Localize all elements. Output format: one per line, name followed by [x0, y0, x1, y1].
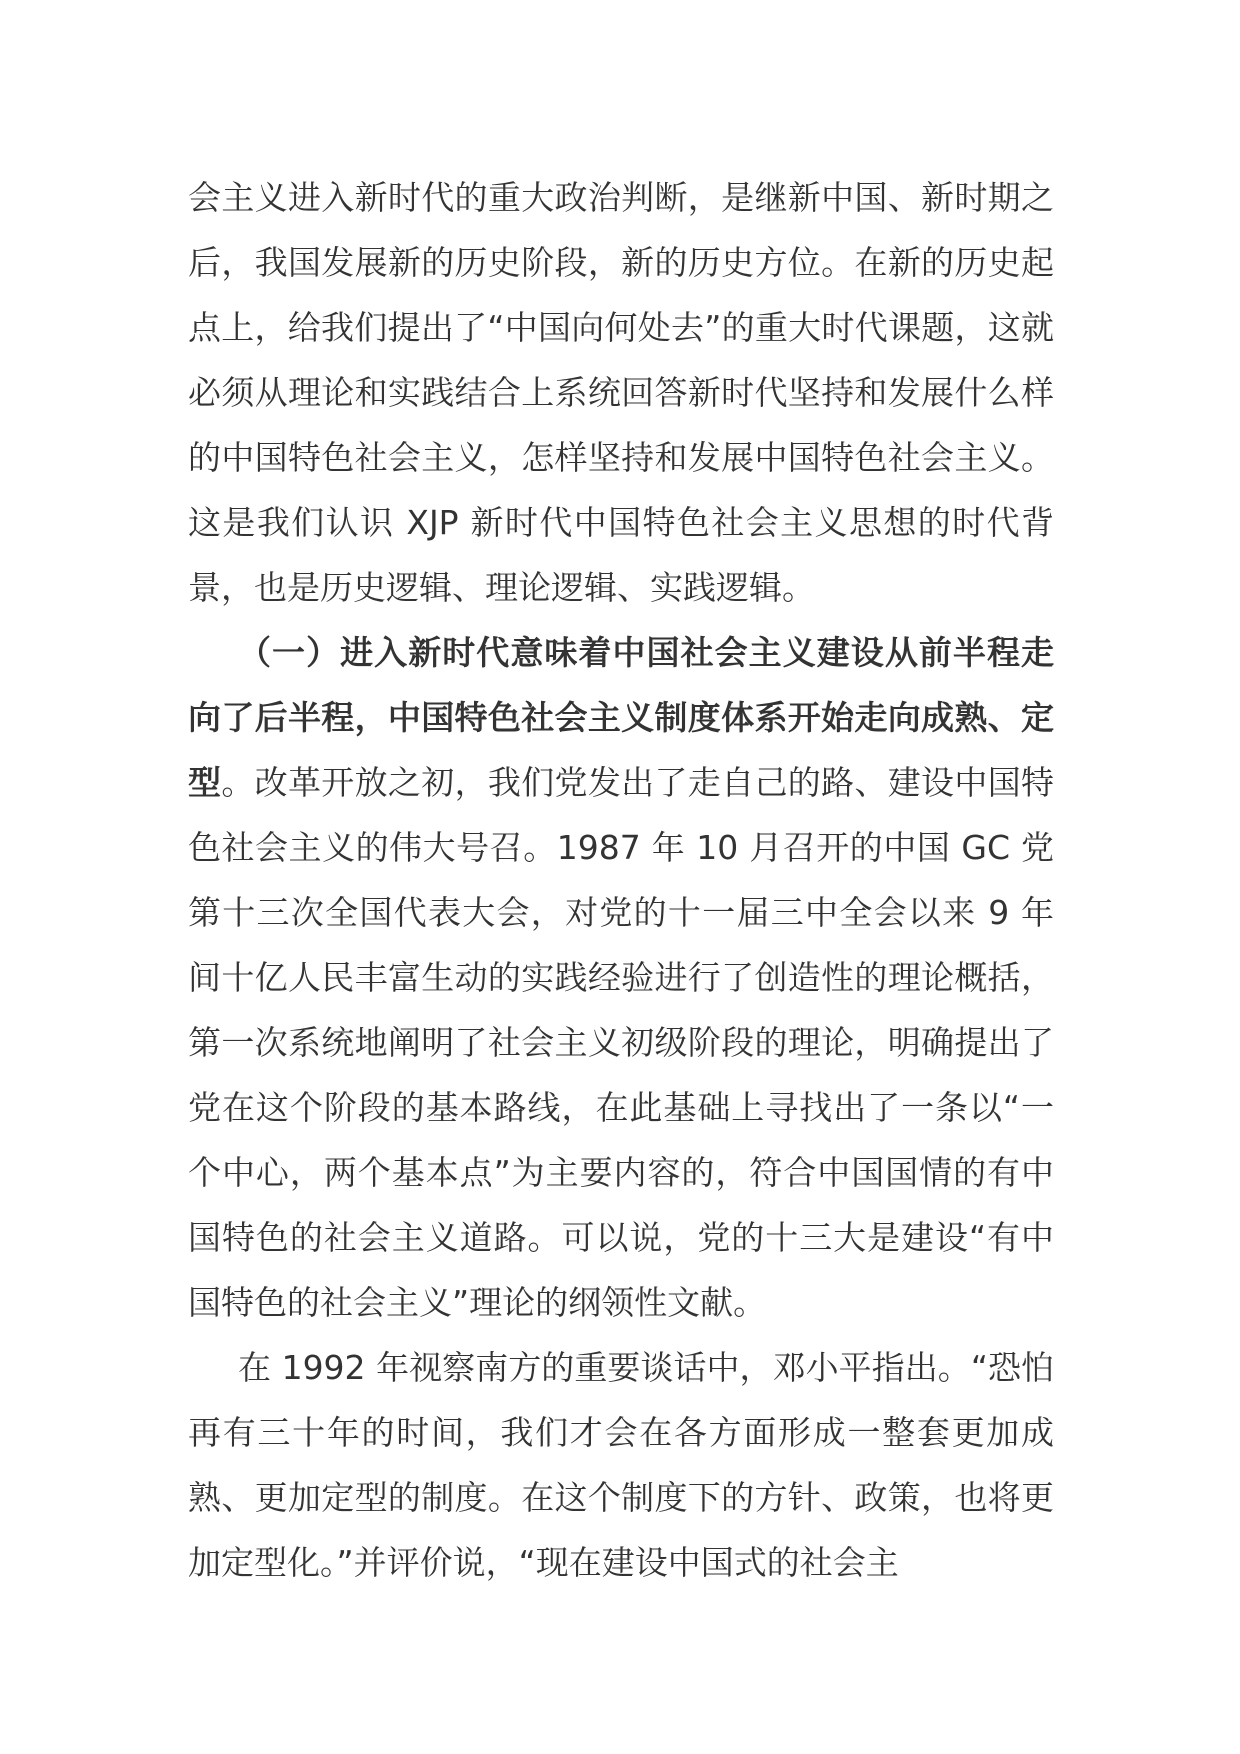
paragraph-section-one: [188, 620, 1054, 1335]
paragraph-deng-quote: 在 1992 年视察南方的重要谈话中，邓小平指出。“恐怕再有三十年的时间，我们才会在各方面形成一整套更加成熟、更加定型的制度。在这个制度下的方针、政策，也将更加定型化。”并评价说，“现在建设中国式的社会主: [188, 1348, 1054, 1582]
document-page: [188, 165, 1054, 1595]
section-body: 。改革开放之初，我们党发出了走自己的路、建设中国特色社会主义的伟大号召。1987 年 10 月召开的中国 GC 党第十三次全国代表大会，对党的十一届三中全会以来 9 年间十亿人民丰富生动的实践经验进行了创造性的理论概括，第一次系统地阐明了社会主义初级阶段的理论，明确提出了党在这个阶段的基本路线，在此基础上寻找出了一条以“一个中心，两个基本点”为主要内容的，符合中国国情的有中国特色的社会主义道路。可以说，党的十三大是建设“有中国特色的社会主义”理论的纲领性文献。: [188, 763, 1055, 1322]
paragraph-continued: 会主义进入新时代的重大政治判断，是继新中国、新时期之后，我国发展新的历史阶段，新的历史方位。在新的历史起点上，给我们提出了“中国向何处去”的重大时代课题，这就必须从理论和实践结合上系统回答新时代坚持和发展什么样的中国特色社会主义，怎样坚持和发展中国特色社会主义。这是我们认识 XJP 新时代中国特色社会主义思想的时代背景，也是历史逻辑、理论逻辑、实践逻辑。: [188, 178, 1054, 607]
section-heading: （一）进入新时代意味着中国社会主义建设从前半程走向了后半程，中国特色社会主义制度体系开始走向成熟、定型: [188, 633, 1054, 802]
